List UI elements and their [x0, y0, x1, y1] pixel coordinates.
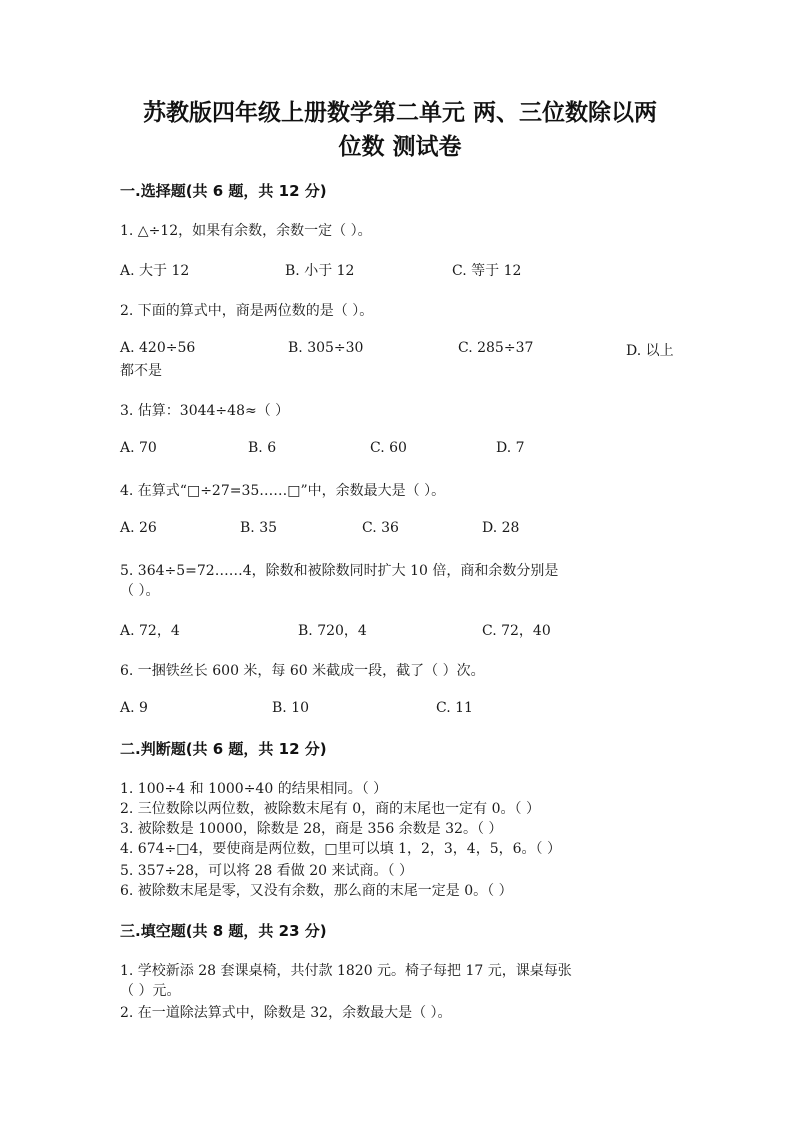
judgment-item: 6. 被除数末尾是零，又没有余数，那么商的末尾一定是 0。（ ） [120, 883, 513, 899]
option-c: C. 等于 12 [452, 263, 522, 279]
option-c: C. 285÷37 [458, 340, 534, 356]
fill-item: 2. 在一道除法算式中，除数是 32，余数最大是（ ）。 [120, 1005, 452, 1021]
option-b: B. 小于 12 [285, 263, 355, 279]
question-text: 1. △÷12，如果有余数，余数一定（ ）。 [120, 223, 372, 239]
judgment-item: 5. 357÷28，可以将 28 看做 20 来试商。（ ） [120, 863, 413, 879]
option-d: D. 28 [482, 520, 520, 536]
option-a: A. 26 [120, 520, 157, 536]
question-text-wrap: （ ）。 [120, 583, 160, 599]
question-text: 6. 一捆铁丝长 600 米，每 60 米截成一段，截了（ ）次。 [120, 663, 485, 679]
option-b: B. 305÷30 [288, 340, 364, 356]
option-c: C. 60 [370, 440, 407, 456]
section-heading-fill: 三.填空题(共 8 题，共 23 分) [120, 922, 327, 940]
option-d: D. 7 [496, 440, 525, 456]
page-title-line1: 苏教版四年级上册数学第二单元 两、三位数除以两 [142, 100, 657, 126]
page-title-line2: 位数 测试卷 [338, 134, 462, 160]
section-heading-choice: 一.选择题(共 6 题，共 12 分) [120, 182, 327, 200]
fill-item: 1. 学校新添 28 套课桌椅，共付款 1820 元。椅子每把 17 元，课桌每张 [120, 963, 572, 979]
option-a: A. 大于 12 [120, 263, 190, 279]
option-b: B. 10 [272, 700, 310, 716]
option-b: B. 720，4 [298, 623, 367, 639]
judgment-item: 1. 100÷4 和 1000÷40 的结果相同。（ ） [120, 781, 388, 797]
option-a: A. 420÷56 [120, 340, 196, 356]
option-c: C. 11 [436, 700, 473, 716]
option-d: D. 以上 [626, 343, 674, 359]
section-heading-judgment: 二.判断题(共 6 题，共 12 分) [120, 740, 327, 758]
option-a: A. 70 [120, 440, 157, 456]
option-d-wrap: 都不是 [120, 363, 162, 379]
judgment-item: 2. 三位数除以两位数，被除数末尾有 0，商的末尾也一定有 0。（ ） [120, 801, 540, 817]
question-text: 3. 估算：3044÷48≈（ ） [120, 403, 290, 419]
judgment-item: 4. 674÷□4，要使商是两位数，□里可以填 1，2，3，4，5，6。（ ） [120, 841, 561, 857]
option-b: B. 6 [248, 440, 277, 456]
option-c: C. 36 [362, 520, 399, 536]
judgment-item: 3. 被除数是 10000，除数是 28，商是 356 余数是 32。（ ） [120, 821, 503, 837]
option-a: A. 72，4 [120, 623, 180, 639]
question-text: 5. 364÷5=72……4，除数和被除数同时扩大 10 倍，商和余数分别是 [120, 563, 559, 579]
option-c: C. 72，40 [482, 623, 551, 639]
fill-item-wrap: （ ）元。 [120, 983, 181, 999]
option-a: A. 9 [120, 700, 148, 716]
question-text: 4. 在算式“□÷27=35……□”中，余数最大是（ ）。 [120, 483, 446, 499]
question-text: 2. 下面的算式中，商是两位数的是（ ）。 [120, 303, 374, 319]
option-b: B. 35 [240, 520, 278, 536]
